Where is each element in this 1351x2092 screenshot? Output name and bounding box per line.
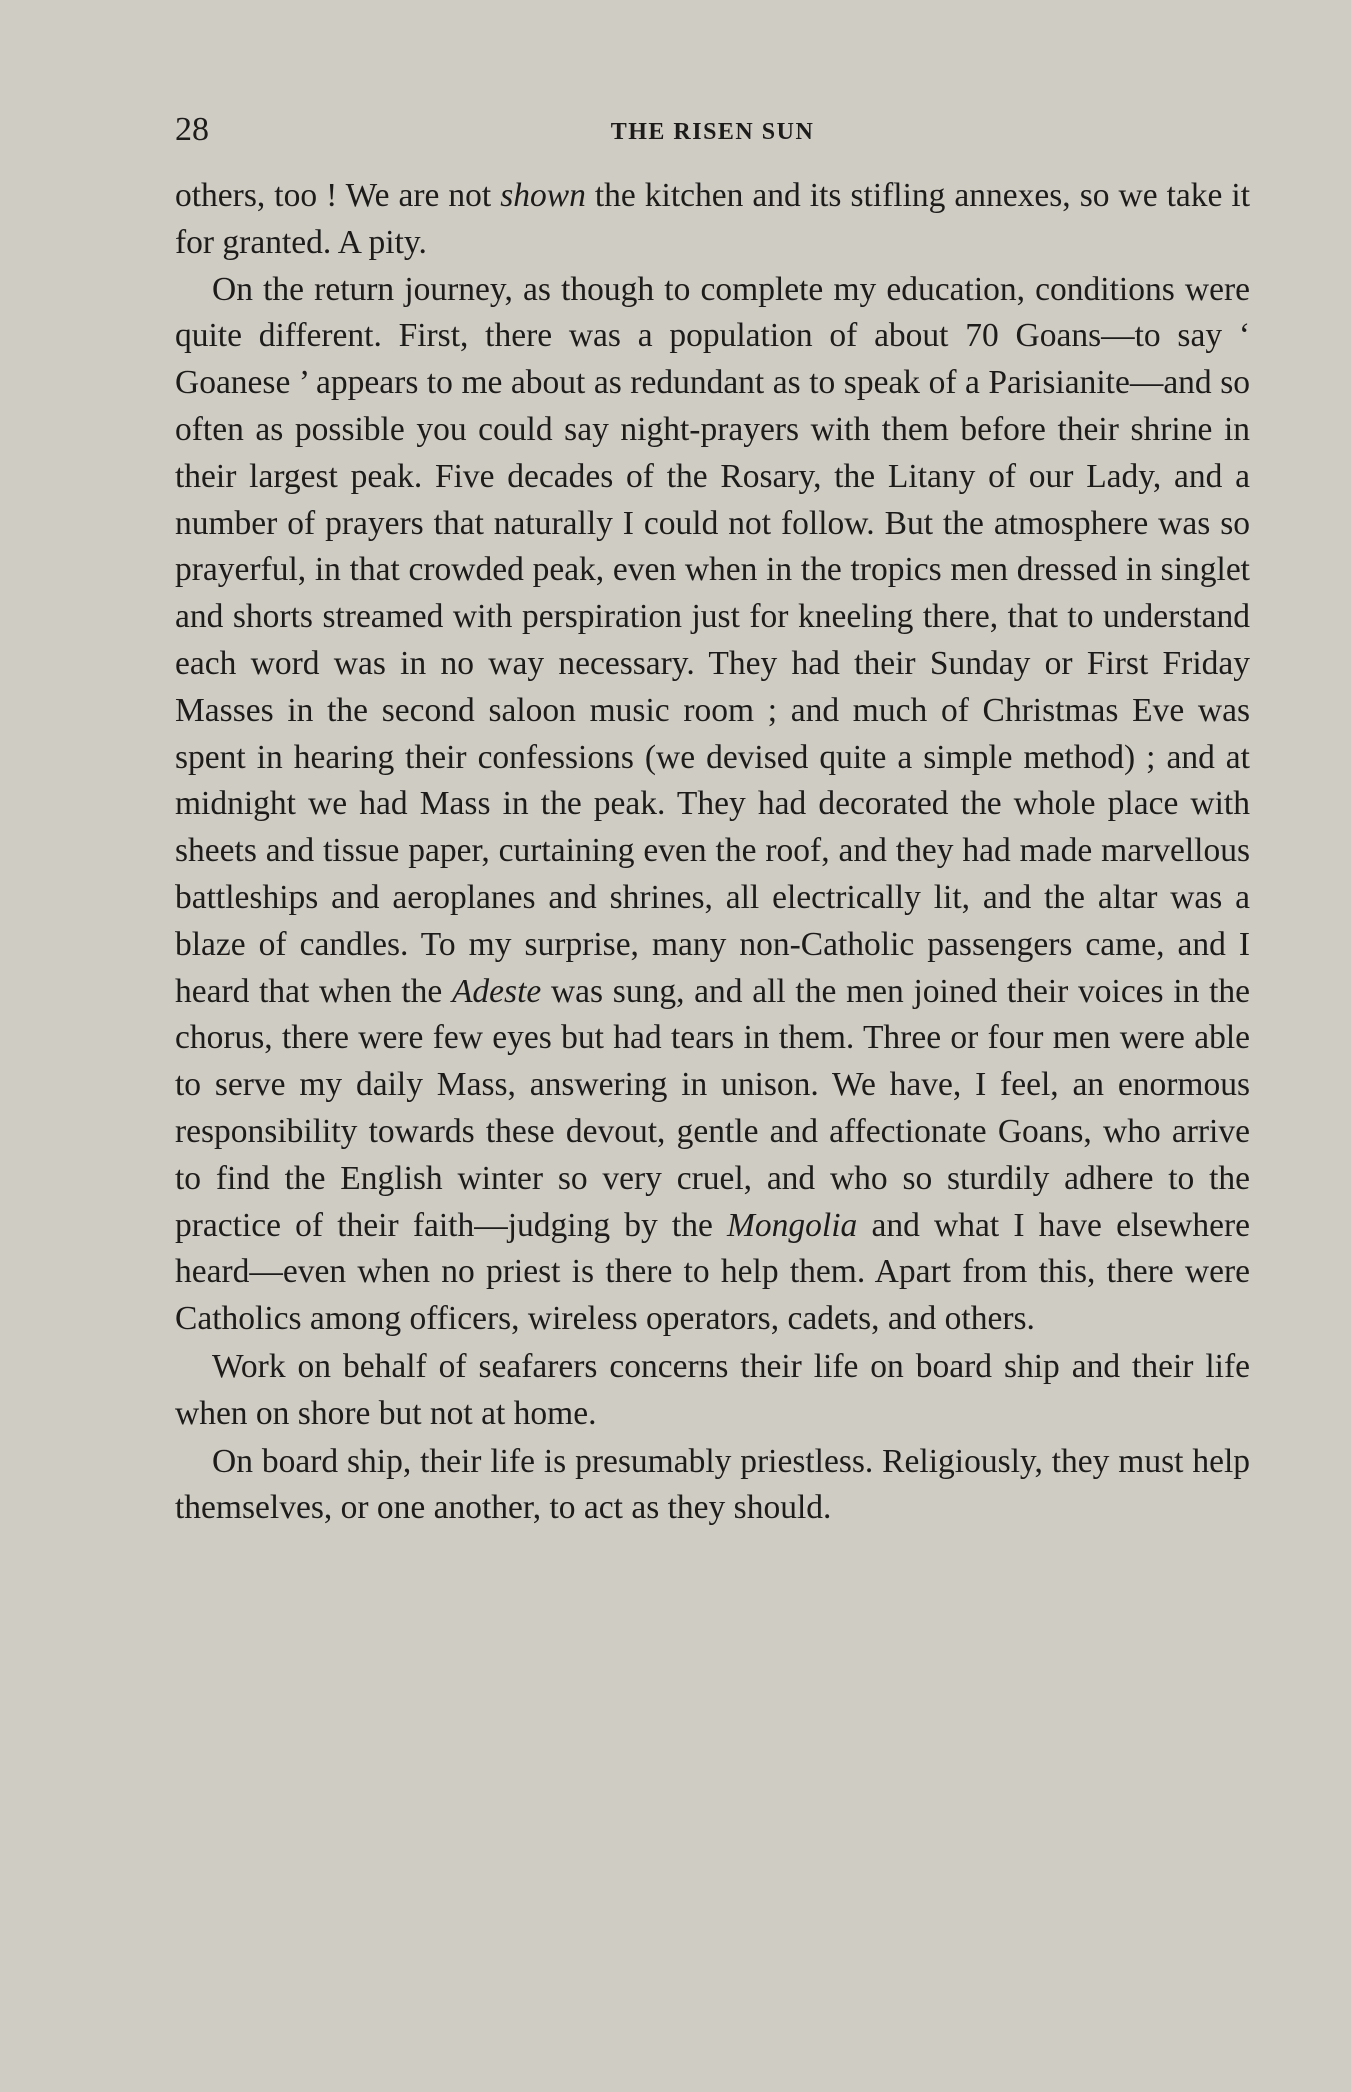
page-header [175,108,1250,152]
paragraph-3: Work on behalf of seafarers concerns their life on board ship and their life when on shore but not at home. [175,1347,1250,1432]
paragraph-4: On board ship, their life is presumably priestless. Religiously, they must help themselves, or one another, to act as they should. [175,1442,1250,1527]
running-title: THE RISEN SUN [610,119,815,145]
paragraph-1 [175,173,1250,267]
page-number: 28 [175,111,209,148]
paragraph-1-text-c: the kitchen and its stifling annexes, so we take it for granted. A pity. [175,177,1250,261]
paragraph-2 [175,267,1250,1343]
paragraph-1-italic-shown: shown [500,177,586,214]
paragraph-2-text-c: was sung, and all the men joined their voices in the chorus, there were few eyes but had tears in them. Three or four men were able to serve my daily Mass, answering in unison. We have, I feel, an enormous responsibility towards these devout, gentle and affectionate Goans, who arrive to find the English winter so very cruel, and who so sturdily adhere to the practice of their faith—judging by the [175,972,1250,1244]
paragraph-2-text-a: On the return journey, as though to complete my education, conditions were quite different. First, there was a population of about 70 Goans—to say ‘ Goanese ’ appears to me about as redundant as to speak of a Parisianite—and so often as possible you could say night-prayers with them before their shrine in their largest peak. Five decades of the Rosary, the Litany of our Lady, and a number of prayers that naturally I could not follow. But the atmosphere was so prayerful, in that crowded peak, even when in the tropics men dressed in singlet and shorts streamed with perspiration just for kneeling there, that to understand each word was in no way necessary. They had their Sunday or First Friday Masses in the second saloon music room ; and much of Christmas Eve was spent in hearing their confessions (we devised quite a simple method) ; and at midnight we had Mass in the peak. They had decorated the whole place with sheets and tissue paper, curtaining even the roof, and they had made marvellous battleships and aeroplanes and shrines, all electrically lit, and the altar was a blaze of candles. To my surprise, many non-Catholic passengers came, and I heard that when the [175,270,1250,1010]
paragraph-2-italic-adeste: Adeste [451,972,542,1010]
paragraph-2-text-e: and what I have elsewhere heard—even when no priest is there to help them. Apart from this, there were Catholics among officers, wireless operators, cadets, and others. [175,1206,1250,1338]
body-text [175,173,1250,1532]
paragraph-1-text-a: others, too ! We are not [175,177,501,214]
paragraph-2-italic-mongolia: Mongolia [727,1206,858,1244]
